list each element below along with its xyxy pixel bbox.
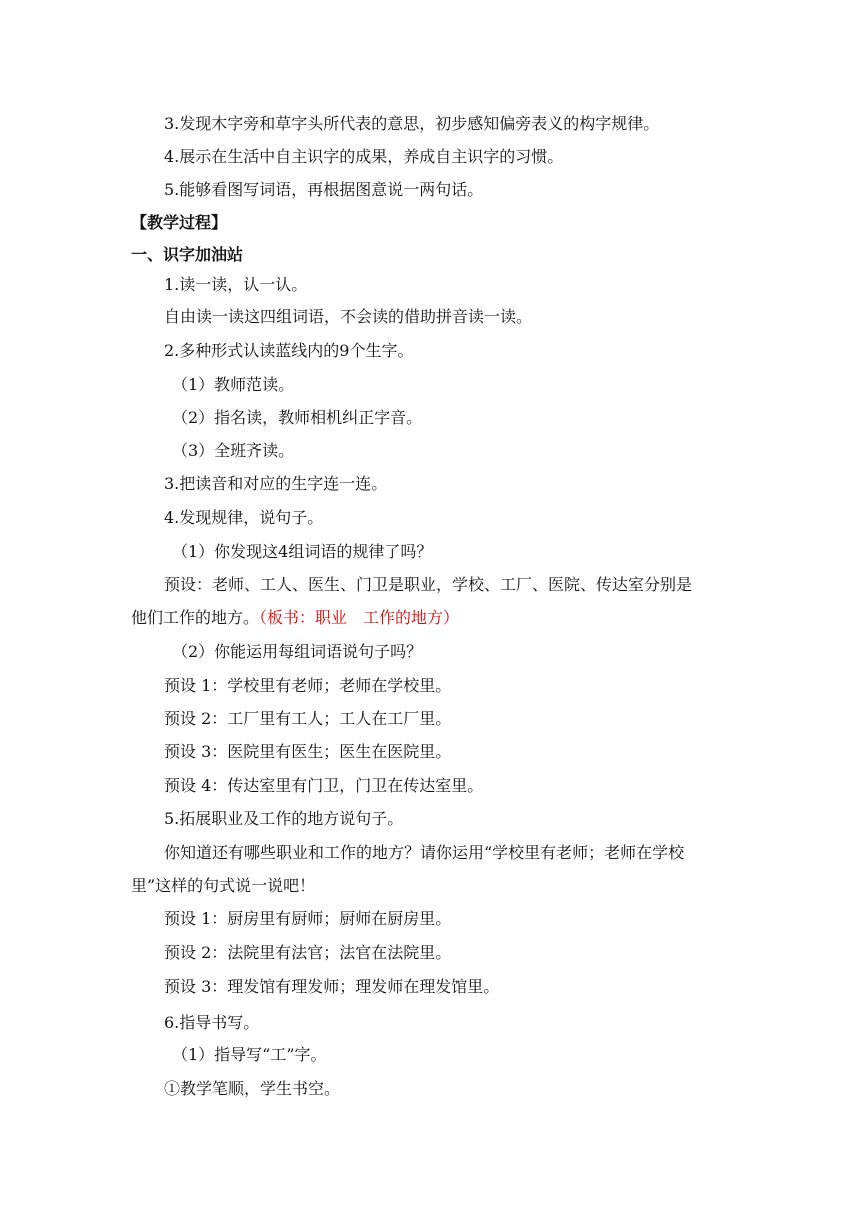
step-4-preset-1: 预设 1：学校里有老师；老师在学校里。	[164, 676, 452, 695]
step-5-preset-3: 预设 3：理发馆有理发师；理发师在理发馆里。	[164, 977, 500, 996]
step-6: 6.指导书写。	[164, 1013, 260, 1032]
step-1: 1.读一读，认一认。	[164, 275, 308, 294]
step-4-preset-line-2	[131, 607, 459, 629]
step-4: 4.发现规律，说句子。	[164, 508, 324, 527]
step-2-item-1: （1）教师范读。	[172, 375, 295, 394]
step-2-item-3: （3）全班齐读。	[172, 441, 295, 460]
step-5: 5.拓展职业及工作的地方说句子。	[164, 809, 404, 828]
part-heading: 一、识字加油站	[131, 245, 244, 264]
objective-4: 4.展示在生活中自主识字的成果，养成自主识字的习惯。	[164, 147, 564, 166]
step-4-preset-line-1: 预设：老师、工人、医生、门卫是职业，学校、工厂、医院、传达室分别是	[164, 575, 693, 594]
step-6-sub-1-a: ①教学笔顺，学生书空。	[164, 1079, 341, 1098]
step-5-text-line-2: 里”这样的句式说一说吧！	[131, 876, 316, 895]
board-note: （板书：职业 工作的地方）	[259, 608, 460, 627]
section-heading: 【教学过程】	[131, 213, 228, 232]
step-4-preset-3: 预设 3：医院里有医生；医生在医院里。	[164, 742, 452, 761]
step-2-item-2: （2）指名读，教师相机纠正字音。	[172, 408, 423, 427]
step-1-text: 自由读一读这四组词语，不会读的借助拼音读一读。	[164, 307, 533, 326]
step-2: 2.多种形式认读蓝线内的9个生字。	[164, 341, 414, 360]
step-6-sub-1: （1）指导写“工”字。	[172, 1045, 327, 1064]
step-4-question-1: （1）你发现这4组词语的规律了吗？	[172, 542, 433, 561]
objective-3: 3.发现木字旁和草字头所代表的意思，初步感知偏旁表义的构字规律。	[164, 114, 660, 133]
step-4-preset-2: 预设 2：工厂里有工人；工人在工厂里。	[164, 709, 452, 728]
objective-5: 5.能够看图写词语，再根据图意说一两句话。	[164, 180, 484, 199]
step-5-preset-2: 预设 2：法院里有法官；法官在法院里。	[164, 943, 452, 962]
step-4-preset-4: 预设 4：传达室里有门卫，门卫在传达室里。	[164, 776, 484, 795]
step-3: 3.把读音和对应的生字连一连。	[164, 474, 388, 493]
step-5-text-line-1: 你知道还有哪些职业和工作的地方？请你运用“学校里有老师；老师在学校	[164, 843, 685, 862]
step-4-preset-text: 他们工作的地方。	[131, 608, 260, 627]
step-5-preset-1: 预设 1：厨房里有厨师；厨师在厨房里。	[164, 909, 452, 928]
step-4-question-2: （2）你能运用每组词语说句子吗？	[172, 642, 423, 661]
